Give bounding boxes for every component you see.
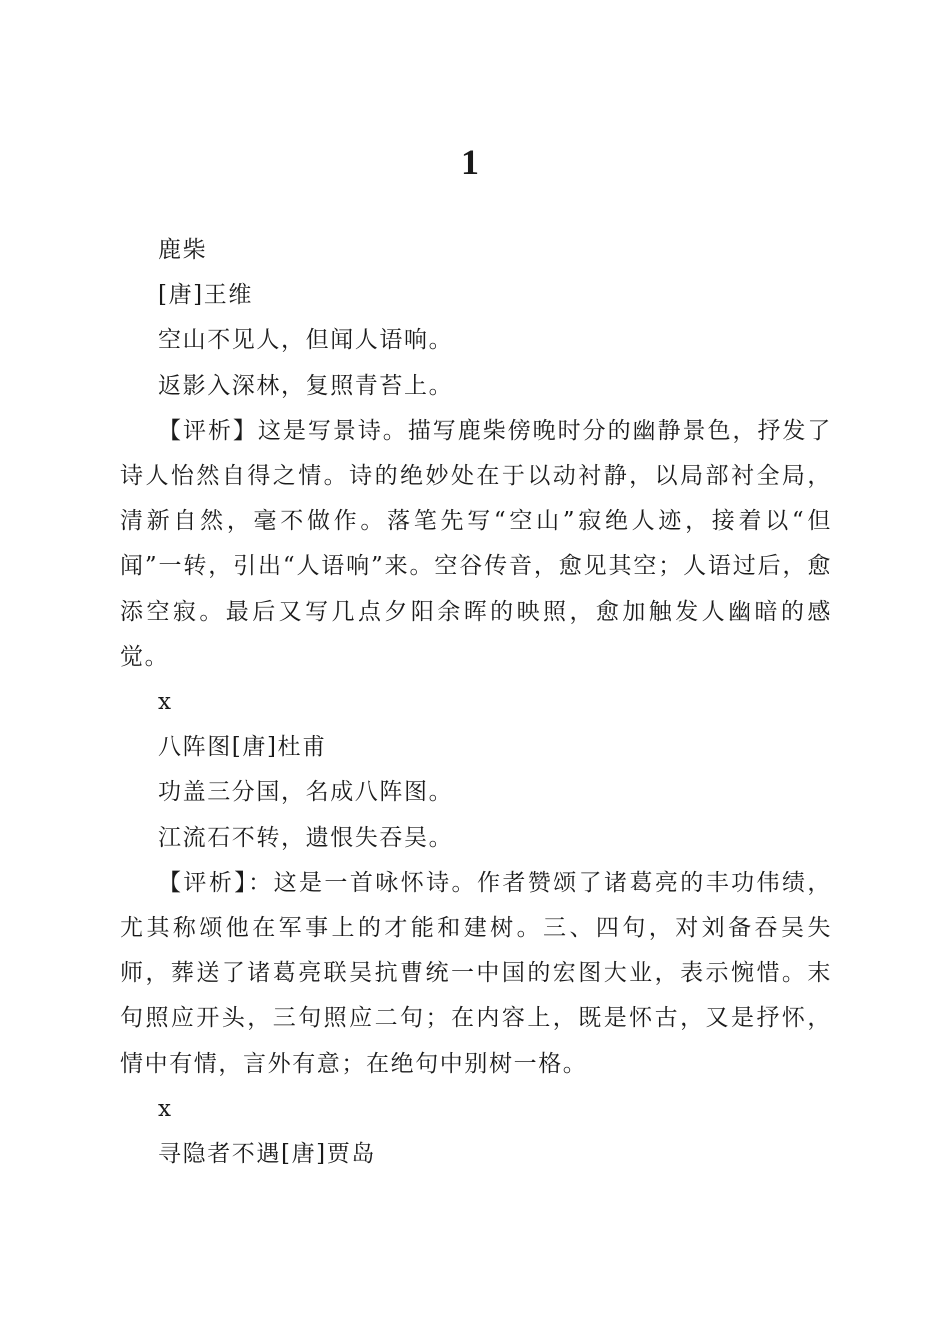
page-number: 1 [461, 142, 479, 182]
poem-line: 功盖三分国，名成八阵图。 [158, 779, 454, 806]
poem-commentary: 【评析】：这是一首咏怀诗。作者赞颂了诸葛亮的丰功伟绩，尤其称颂他在军事上的才能和建树。三、四句，对刘备吞吴失师，葬送了诸葛亮联吴抗曹统一中国的宏图大业，表示惋惜。末句照应开头，三句照应二句；在内容上，既是怀古，又是抒怀，情中有情，言外有意；在绝句中别树一格。 [120, 869, 832, 1077]
section-separator: x [158, 689, 173, 716]
section-separator: x [158, 1095, 173, 1122]
poem-line: 返影入深林，复照青苔上。 [158, 372, 454, 399]
document-body [120, 228, 832, 1177]
poem-title: 鹿柴 [158, 237, 208, 263]
poem-line: 空山不见人，但闻人语响。 [158, 327, 454, 354]
poem-line: 江流石不转，遗恨失吞吴。 [158, 824, 454, 851]
poem-title: 八阵图[唐]杜甫 [158, 734, 327, 761]
poem-commentary: 【评析】这是写景诗。描写鹿柴傍晚时分的幽静景色，抒发了诗人怡然自得之情。诗的绝妙处在于以动衬静，以局部衬全局，清新自然，毫不做作。落笔先写“空山”寂绝人迹，接着以“但闻”一转，引出“人语响”来。空谷传音，愈见其空；人语过后，愈添空寂。最后又写几点夕阳余晖的映照，愈加触发人幽暗的感觉。 [120, 417, 832, 670]
poem-author: [唐]王维 [158, 282, 253, 309]
poem-title: 寻隐者不遇[唐]贾岛 [158, 1141, 376, 1168]
